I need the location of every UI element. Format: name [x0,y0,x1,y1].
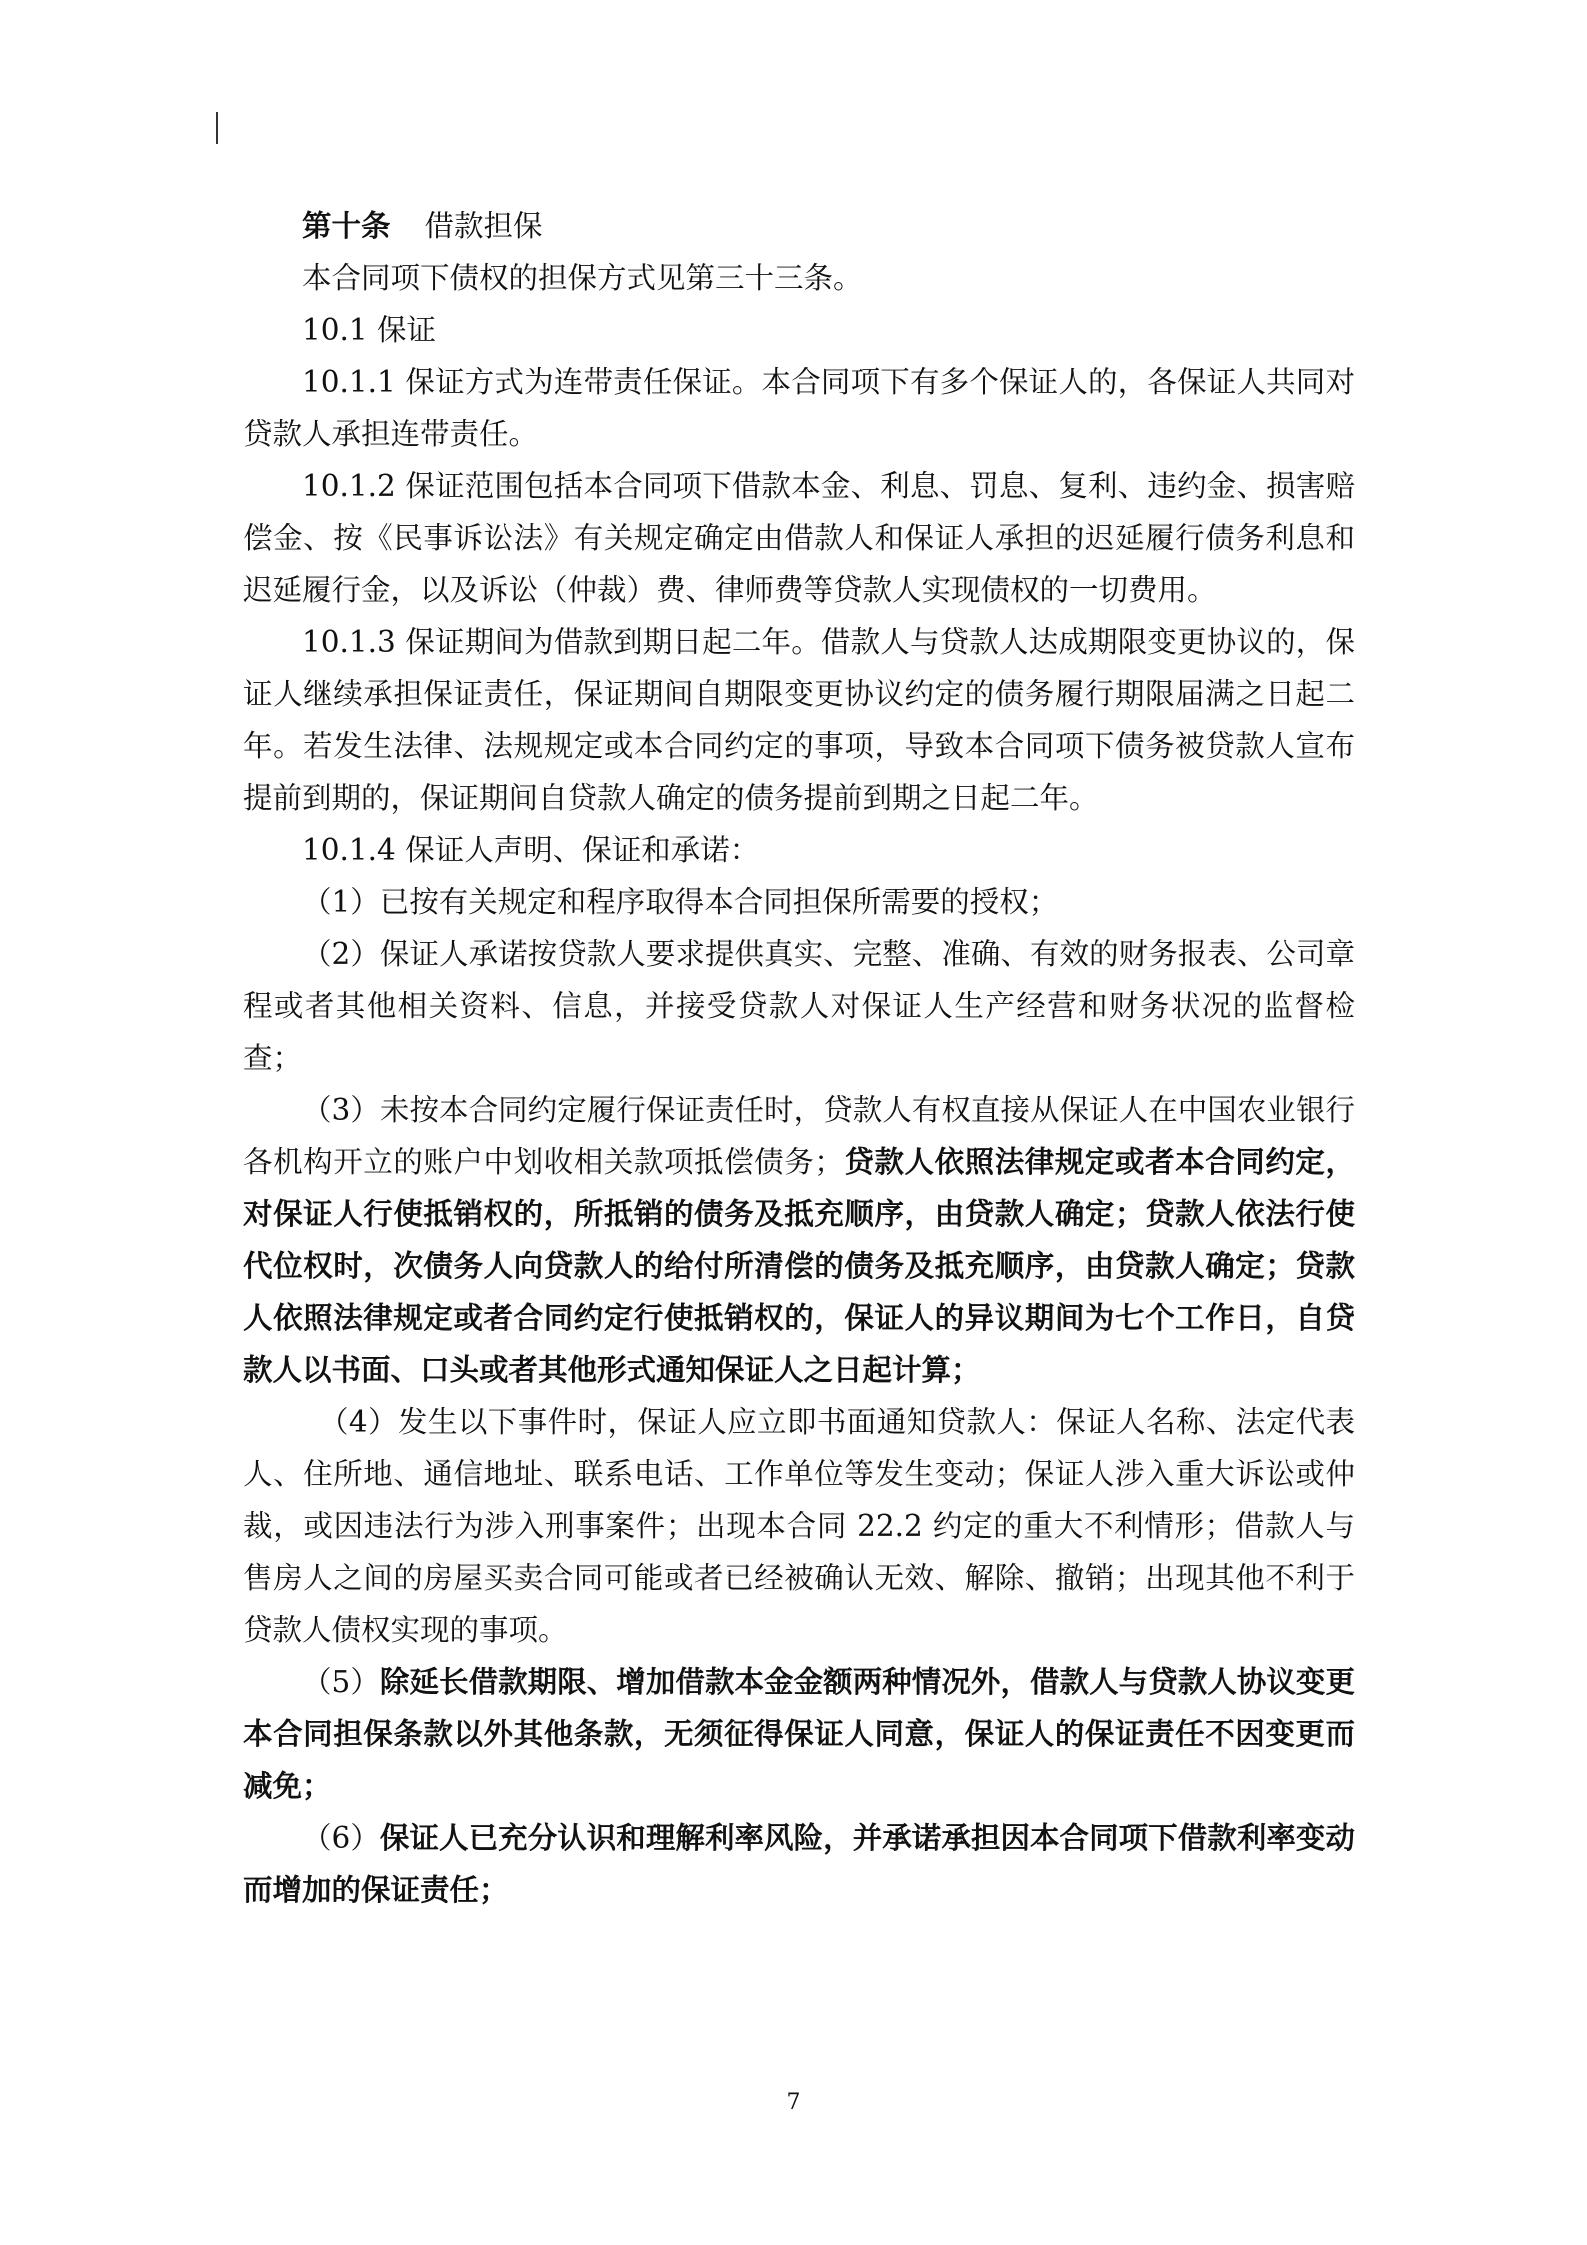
paragraph-guarantee-method: 本合同项下债权的担保方式见第三十三条。 [302,261,863,295]
clause-10-1-4: 10.1.4 保证人声明、保证和承诺： [302,833,760,867]
item-3-bold-text: 贷款人依照法律规定或者本合同约定，对保证人行使抵销权的，所抵销的债务及抵充顺序，由贷款人确定；贷款人依法行使代位权时，次债务人向贷款人的给付所清偿的债务及抵充顺序，由贷款人确定；贷款人依照法律规定或者合同约定行使抵销权的，保证人的异议期间为七个工作日，自贷款人以书面、口头或者其他形式通知保证人之日起计算； [243,1144,1355,1387]
item-1: （1）已按有关规定和程序取得本合同担保所需要的授权； [302,885,1059,919]
text-cursor-mark [216,112,218,144]
item-5-prefix: （5） [302,1665,380,1699]
clause-10-1-2: 10.1.2 保证范围包括本合同项下借款本金、利息、罚息、复利、违约金、损害赔偿金、按《民事诉讼法》有关规定确定由借款人和保证人承担的迟延履行债务利息和迟延履行金，以及诉讼（仲裁）费、律师费等贷款人实现债权的一切费用。 [243,469,1355,607]
article-heading [243,200,1355,252]
item-5 [243,1656,1355,1812]
item-3 [243,1084,1355,1396]
item-6 [243,1812,1355,1916]
clause-10-1-1: 10.1.1 保证方式为连带责任保证。本合同项下有多个保证人的，各保证人共同对贷款人承担连带责任。 [243,365,1355,451]
item-2: （2）保证人承诺按贷款人要求提供真实、完整、准确、有效的财务报表、公司章程或者其他相关资料、信息，并接受贷款人对保证人生产经营和财务状况的监督检查； [243,937,1355,1075]
item-6-prefix: （6） [302,1821,380,1855]
document-body [243,200,1355,1916]
clause-10-1-heading: 10.1 保证 [302,313,437,347]
article-title: 借款担保 [424,209,543,243]
item-5-bold-text: 除延长借款期限、增加借款本金金额两种情况外，借款人与贷款人协议变更本合同担保条款以外其他条款，无须征得保证人同意，保证人的保证责任不因变更而减免； [243,1664,1355,1803]
clause-10-1-3: 10.1.3 保证期间为借款到期日起二年。借款人与贷款人达成期限变更协议的，保证人继续承担保证责任，保证期间自期限变更协议约定的债务履行期限届满之日起二年。若发生法律、法规规定或本合同约定的事项，导致本合同项下债务被贷款人宣布提前到期的，保证期间自贷款人确定的债务提前到期之日起二年。 [243,625,1355,815]
item-3-text: （3）未按本合同约定履行保证责任时，贷款人有权直接从保证人在中国农业银行各机构开立的账户中划收相关款项抵偿债务； [243,1093,1355,1179]
page-number: 7 [786,2090,801,2115]
item-4: （4）发生以下事件时，保证人应立即书面通知贷款人：保证人名称、法定代表人、住所地、通信地址、联系电话、工作单位等发生变动；保证人涉入重大诉讼或仲裁，或因违法行为涉入刑事案件；出现本合同 22.2 约定的重大不利情形；借款人与售房人之间的房屋买卖合同可能或者已经被确认无效、解除、撤销；出现其他不利于贷款人债权实现的事项。 [243,1405,1355,1647]
item-6-bold-text: 保证人已充分认识和理解利率风险，并承诺承担因本合同项下借款利率变动而增加的保证责任； [243,1820,1355,1907]
article-number: 第十条 [302,208,391,243]
